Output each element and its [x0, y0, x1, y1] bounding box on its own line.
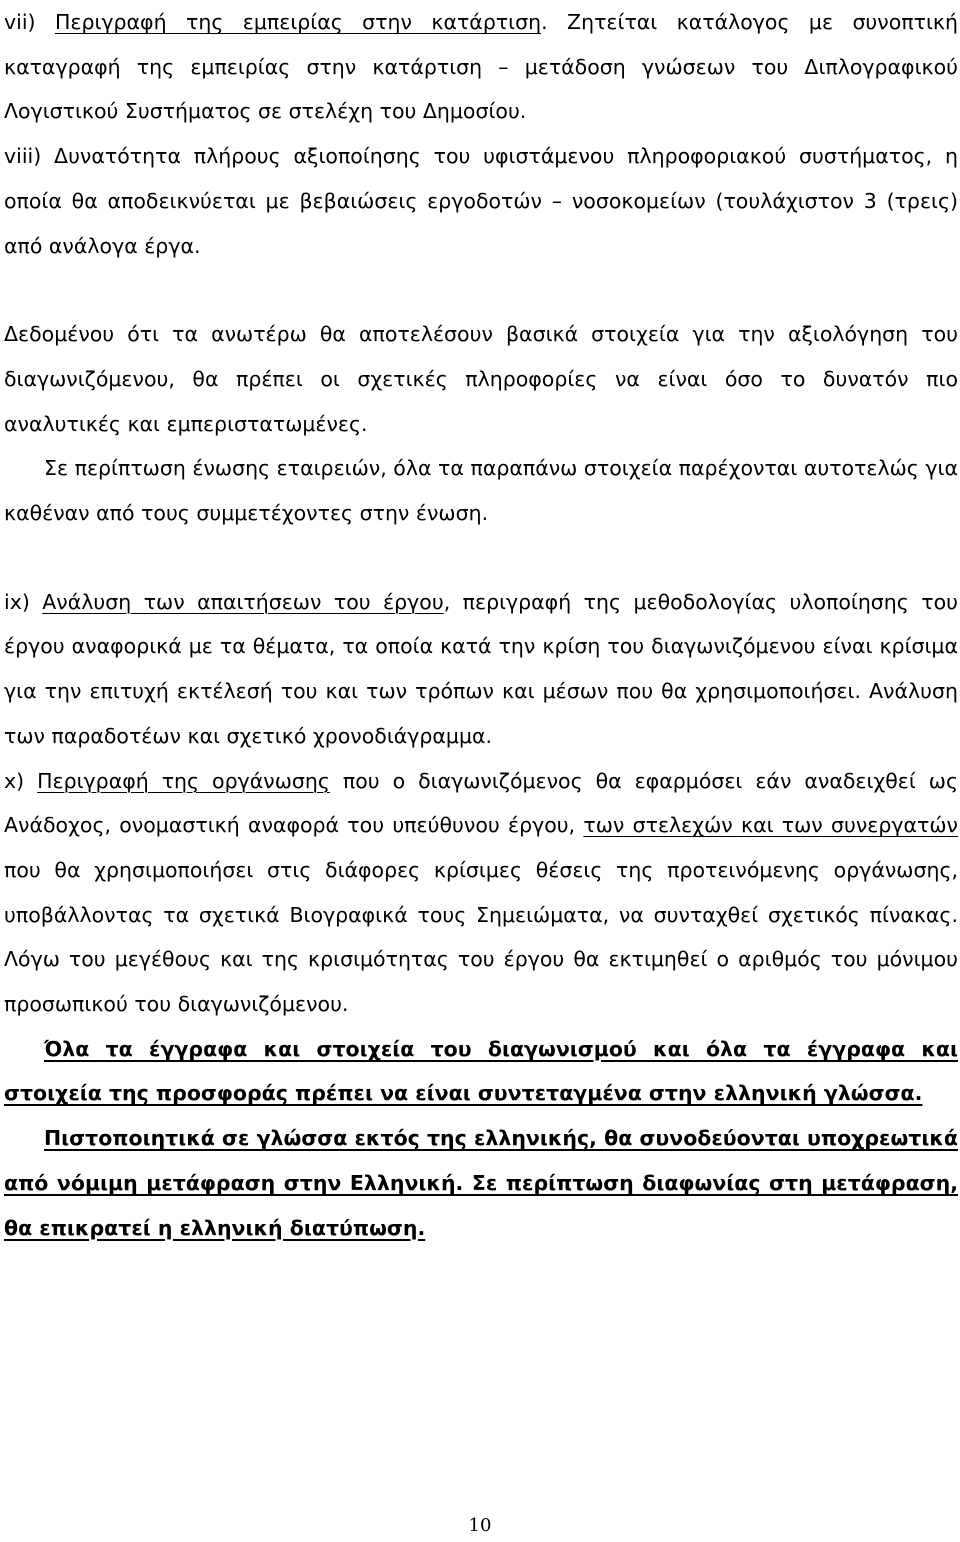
page-number: 10 [468, 1515, 492, 1536]
item-vii-heading: Περιγραφή της εμπειρίας στην κατάρτιση [54, 10, 542, 34]
item-ix [4, 580, 958, 759]
item-ix-body: , περιγραφή της μεθοδολογίας υλοποίησης του έργου αναφορικά με τα θέματα, τα οποία κατά την κρίση του διαγωνιζόμενου είναι κρίσιμα για την επιτυχή εκτέλεσή του και των τρόπων και μέσων που θα χρησιμοποιήσει. Ανάλυση των παραδοτέων και σχετικό χρονοδιάγραμμα. [4, 589, 959, 748]
item-x-prefix: x) [4, 768, 38, 793]
item-vii-prefix: vii) [4, 10, 55, 34]
item-x-heading: Περιγραφή της οργάνωσης [37, 768, 330, 793]
translation-notice: Πιστοποιητικά σε γλώσσα εκτός της ελληνικής, θα συνοδεύονται υποχρεωτικά από νόμιμη μετάφραση στην Ελληνική. Σε περίπτωση διαφωνίας στη μετάφραση, θα επικρατεί η ελληνική διατύπωση. [4, 1126, 958, 1240]
greek-language-notice: Όλα τα έγγραφα και στοιχεία του διαγωνισμού και όλα τα έγγραφα και στοιχεία της προσφοράς πρέπει να είναι συντεταγμένα στην ελληνική γλώσσα. [4, 1036, 958, 1106]
consortium-note: Σε περίπτωση ένωσης εταιρειών, όλα τα παραπάνω στοιχεία παρέχονται αυτοτελώς για καθέναν από τους συμμετέχοντες στην ένωση. [4, 456, 958, 526]
evaluation-note: Δεδομένου ότι τα ανωτέρω θα αποτελέσουν βασικά στοιχεία για την αξιολόγηση του διαγωνιζόμενου, θα πρέπει οι σχετικές πληροφορίες να είναι όσο το δυνατόν πιο αναλυτικές και εμπεριστατωμένες. [4, 322, 958, 436]
item-ix-prefix: ix) [4, 589, 43, 614]
item-vii-body: . Ζητείται κατάλογος με συνοπτική καταγραφή της εμπειρίας στην κατάρτιση – μετάδοση γνώσεων του Διπλογραφικού Λογιστικού Συστήματος σε στελέχη του Δημοσίου. [4, 10, 958, 124]
item-x-body-2: που θα χρησιμοποιήσει στις διάφορες κρίσιμες θέσεις της προτεινόμενης οργάνωσης, υποβάλλοντας τα σχετικά Βιογραφικά τους Σημειώματα, να συνταχθεί σχετικός πίνακας. Λόγω του μεγέθους και της κρισιμότητας του έργου θα εκτιμηθεί ο αριθμός του μόνιμου προσωπικού του διαγωνιζόμενου. [4, 857, 958, 1017]
item-x [4, 759, 958, 1027]
document-page [4, 0, 958, 1250]
item-viii: viii) Δυνατότητα πλήρους αξιοποίησης του υφιστάμενου πληροφοριακού συστήματος, η οποία θα αποδεικνύεται με βεβαιώσεις εργοδοτών – νοσοκομείων (τουλάχιστον 3 (τρεις) από ανάλογα έργα. [4, 144, 958, 258]
item-x-body-1: που ο διαγωνιζόμενος θα εφαρμόσει εάν αναδειχθεί ως Ανάδοχος, ονομαστική αναφορά του υπεύθυνου έργου, [4, 768, 958, 838]
item-x-heading-2: των στελεχών και των συνεργατών [583, 813, 959, 838]
item-ix-heading: Ανάλυση των απαιτήσεων του έργου [42, 589, 444, 614]
spacer [4, 268, 958, 312]
spacer [4, 536, 958, 580]
item-vii [4, 0, 958, 134]
